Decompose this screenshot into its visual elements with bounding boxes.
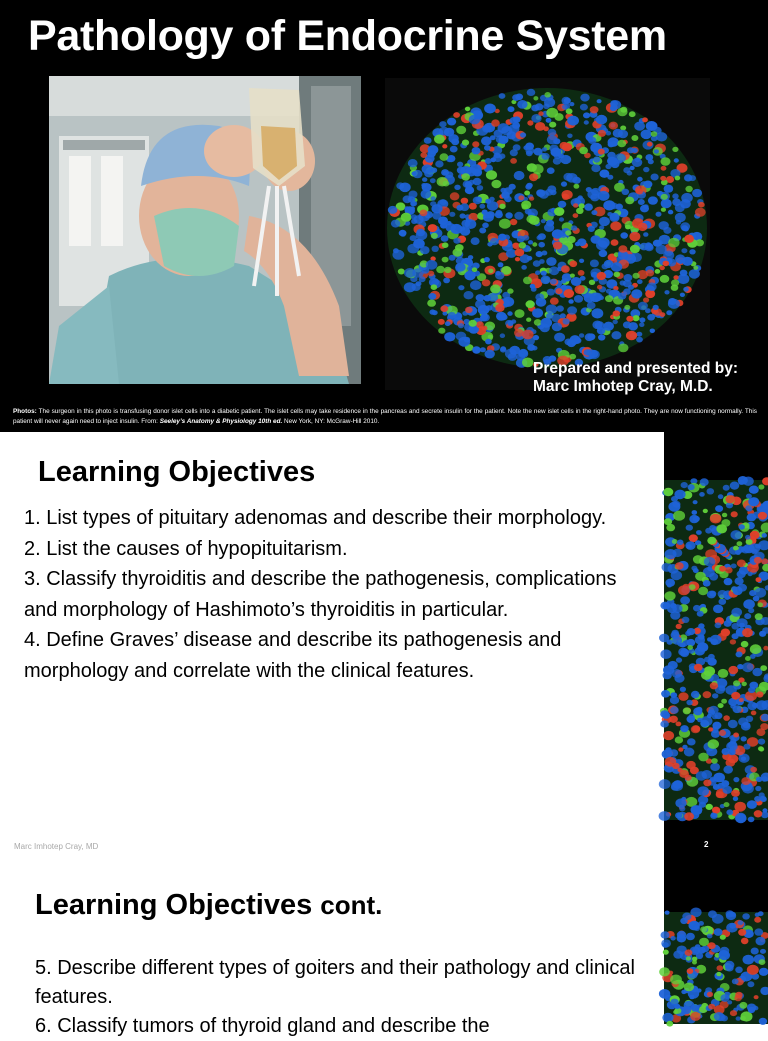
side-micrograph-strip	[664, 432, 768, 864]
islet-cells-micrograph	[385, 78, 710, 390]
objectives-heading: Learning Objectives	[38, 456, 315, 489]
objective-item: 4. Define Graves’ disease and describe its pathogenesis and morphology and correlate with the clinical features.	[24, 625, 654, 686]
objectives-cont-slide	[0, 864, 768, 1024]
slide-footer: Marc Imhotep Cray, MD	[14, 842, 98, 851]
objective-item: 6. Classify tumors of thyroid gland and describe the	[35, 1012, 655, 1041]
objective-item: 2. List the causes of hypopituitarism.	[24, 534, 654, 565]
objectives-cont-list	[35, 954, 655, 1041]
objective-item: 1. List types of pituitary adenomas and describe their morphology.	[24, 503, 654, 534]
slide-title: Pathology of Endocrine System	[28, 12, 667, 61]
side-micrograph	[664, 864, 768, 1024]
objectives-cont-heading	[35, 889, 382, 922]
heading-suffix: cont.	[320, 890, 382, 920]
objective-item: 3. Classify thyroiditis and describe the pathogenesis, complications and morphology of Hashimoto’s thyroiditis in particular.	[24, 564, 654, 625]
surgeon-photo-illustration	[49, 76, 361, 384]
objectives-slide	[0, 432, 768, 864]
side-micrograph-strip	[664, 864, 768, 1024]
objectives-list	[24, 503, 654, 687]
surgeon-photo	[49, 76, 361, 384]
objective-item: 5. Describe different types of goiters and their pathology and clinical features.	[35, 954, 655, 1012]
presenter-name: Marc Imhotep Cray, M.D.	[533, 378, 738, 396]
caption-publisher: New York, NY: McGraw-Hill 2010.	[284, 418, 379, 425]
presenter-line-1: Prepared and presented by:	[533, 360, 738, 378]
page-number: 2	[704, 840, 708, 849]
islet-cells-illustration	[385, 78, 710, 390]
caption-source: Seeley’s Anatomy & Physiology 10th ed.	[160, 418, 283, 425]
presenter-credit	[533, 360, 738, 396]
caption-text: The surgeon in this photo is transfusing donor islet cells into a diabetic patient. The islet cells may take residence in the pancreas and secrete insulin for the patient. Note the new islet cells in the right-hand photo. They are now functioning normally. This patient will never again need to inject insulin. From:	[13, 408, 757, 425]
title-slide	[0, 0, 768, 432]
side-micrograph	[664, 432, 768, 864]
photo-caption	[13, 407, 757, 427]
caption-label: Photos:	[13, 408, 37, 415]
heading-text: Learning Objectives	[35, 889, 312, 921]
